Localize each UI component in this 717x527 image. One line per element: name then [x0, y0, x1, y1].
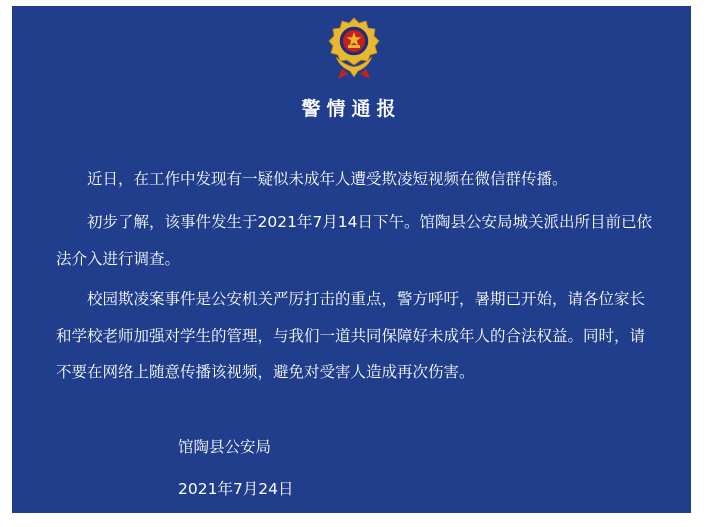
paragraph-2-text: 初步了解，该事件发生于2021年7月14日下午。馆陶县公安局城关派出所目前已依法介入进行调查。 [56, 213, 653, 268]
paragraph-2 [56, 204, 656, 277]
issuer-name: 馆陶县公安局 [178, 438, 272, 456]
paragraph-3 [56, 281, 656, 391]
notice-panel [12, 6, 691, 513]
police-emblem-icon [328, 17, 380, 81]
paragraph-1-text: 近日，在工作中发现有一疑似未成年人遭受欺凌短视频在微信群传播。 [87, 170, 568, 188]
paragraph-3-text: 校园欺凌案事件是公安机关严厉打击的重点，警方呼吁，暑期已开始，请各位家长和学校老师加强对学生的管理，与我们一道共同保障好未成年人的合法权益。同时，请不要在网络上随意传播该视频，避免对受害人造成再次伤害。 [56, 290, 646, 381]
page-title: 警情通报 [301, 98, 402, 120]
issue-date: 2021年7月24日 [178, 480, 294, 498]
paragraph-1 [56, 161, 656, 198]
